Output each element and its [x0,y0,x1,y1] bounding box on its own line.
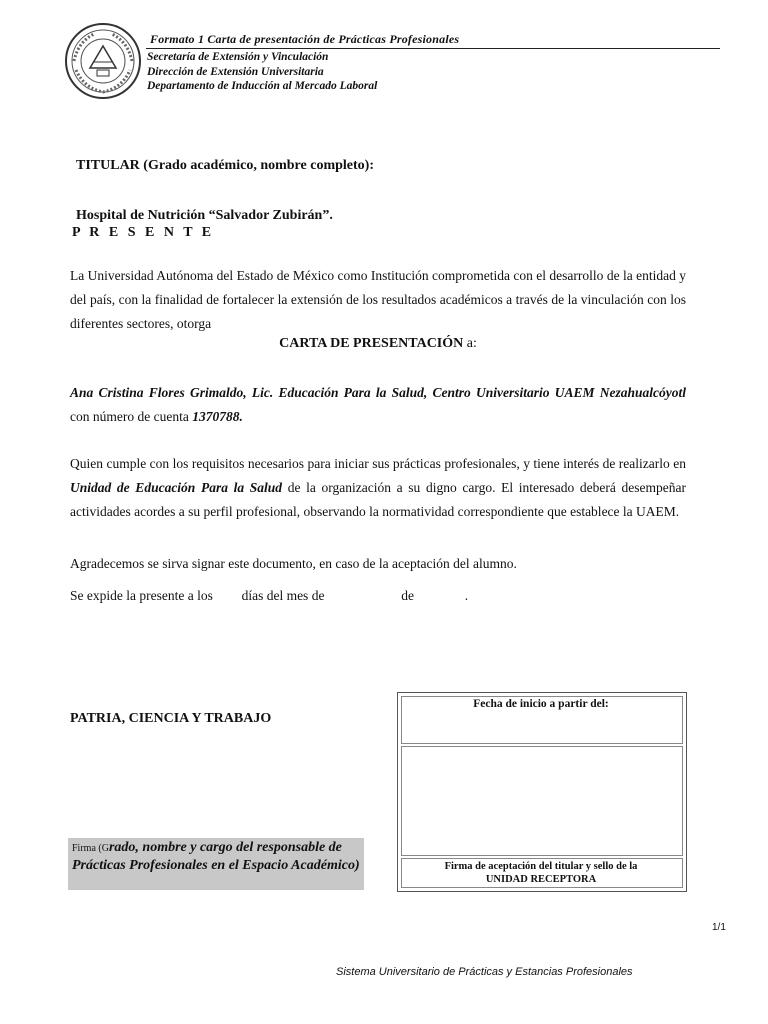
expide-part-4: . [464,588,469,603]
student-mid: con número de cuenta [70,409,193,424]
page-number: 1/1 [712,922,726,933]
motto: PATRIA, CIENCIA Y TRABAJO [70,711,272,726]
carta-heading [70,336,686,352]
expide-part-2: días del mes de [241,588,325,603]
expide-part-3: de [401,588,414,603]
thanks-paragraph: Agradecemos se sirva signar este documento, en caso de la aceptación del alumno. [70,556,517,571]
presente-heading: P R E S E N T E [72,225,215,240]
university-seal-icon [64,22,142,100]
header-divider [146,48,720,49]
requirements-paragraph [70,452,686,524]
firma-rest: rado, nombre y cargo del responsable de Prácticas Profesionales en el Espacio Académico) [72,840,360,873]
header-line-departamento: Departamento de Inducción al Mercado Laboral [147,80,378,92]
student-paragraph [70,381,686,429]
header-line-direccion: Dirección de Extensión Universitaria [147,66,324,78]
expide-line [70,584,690,608]
carta-title: CARTA DE PRESENTACIÓN [279,336,464,351]
acceptance-line-1: Firma de aceptación del titular y sello de la [444,861,638,872]
student-name: Ana Cristina Flores Grimaldo, Lic. Educación Para la Salud, Centro Universitario UAEM Nezahualcóyotl [70,385,686,400]
titular-heading: TITULAR (Grado académico, nombre completo): [76,158,374,173]
req-part-1: Quien cumple con los requisitos necesarios para iniciar sus prácticas profesionales, y tiene interés de realizarlo en [70,456,686,471]
firma-small-prefix: Firma (G [72,843,109,854]
footer-text: Sistema Universitario de Prácticas y Estancias Profesionales [336,966,633,978]
acceptance-line-2: UNIDAD RECEPTORA [485,874,597,885]
header-line-secretaria: Secretaría de Extensión y Vinculación [147,51,329,63]
intro-paragraph: La Universidad Autónoma del Estado de México como Institución comprometida con el desarrollo de la entidad y del país, con la finalidad de fortalecer la extensión de los resultados académicos a través de la vinculación con los diferentes sectores, otorga [70,268,686,331]
fecha-label: Fecha de inicio a partir del: [473,698,609,710]
signature-area[interactable] [401,746,683,856]
carta-suffix: a: [463,336,477,351]
format-title: Formato 1 Carta de presentación de Prácticas Profesionales [150,32,460,46]
unit-name: Unidad de Educación Para la Salud [70,480,283,495]
req-part-2: de la organización a su digno cargo. El interesado deberá desempeñar actividades acordes a su perfil profesional, observando la normatividad correspondiente que establece la UAEM. [70,480,686,519]
expide-part-1: Se expide la presente a los [70,588,213,603]
acceptance-label [401,860,681,886]
account-number: 1370788. [192,409,243,424]
firma-responsable-label [72,839,362,874]
hospital-name: Hospital de Nutrición “Salvador Zubirán”. [76,208,333,223]
